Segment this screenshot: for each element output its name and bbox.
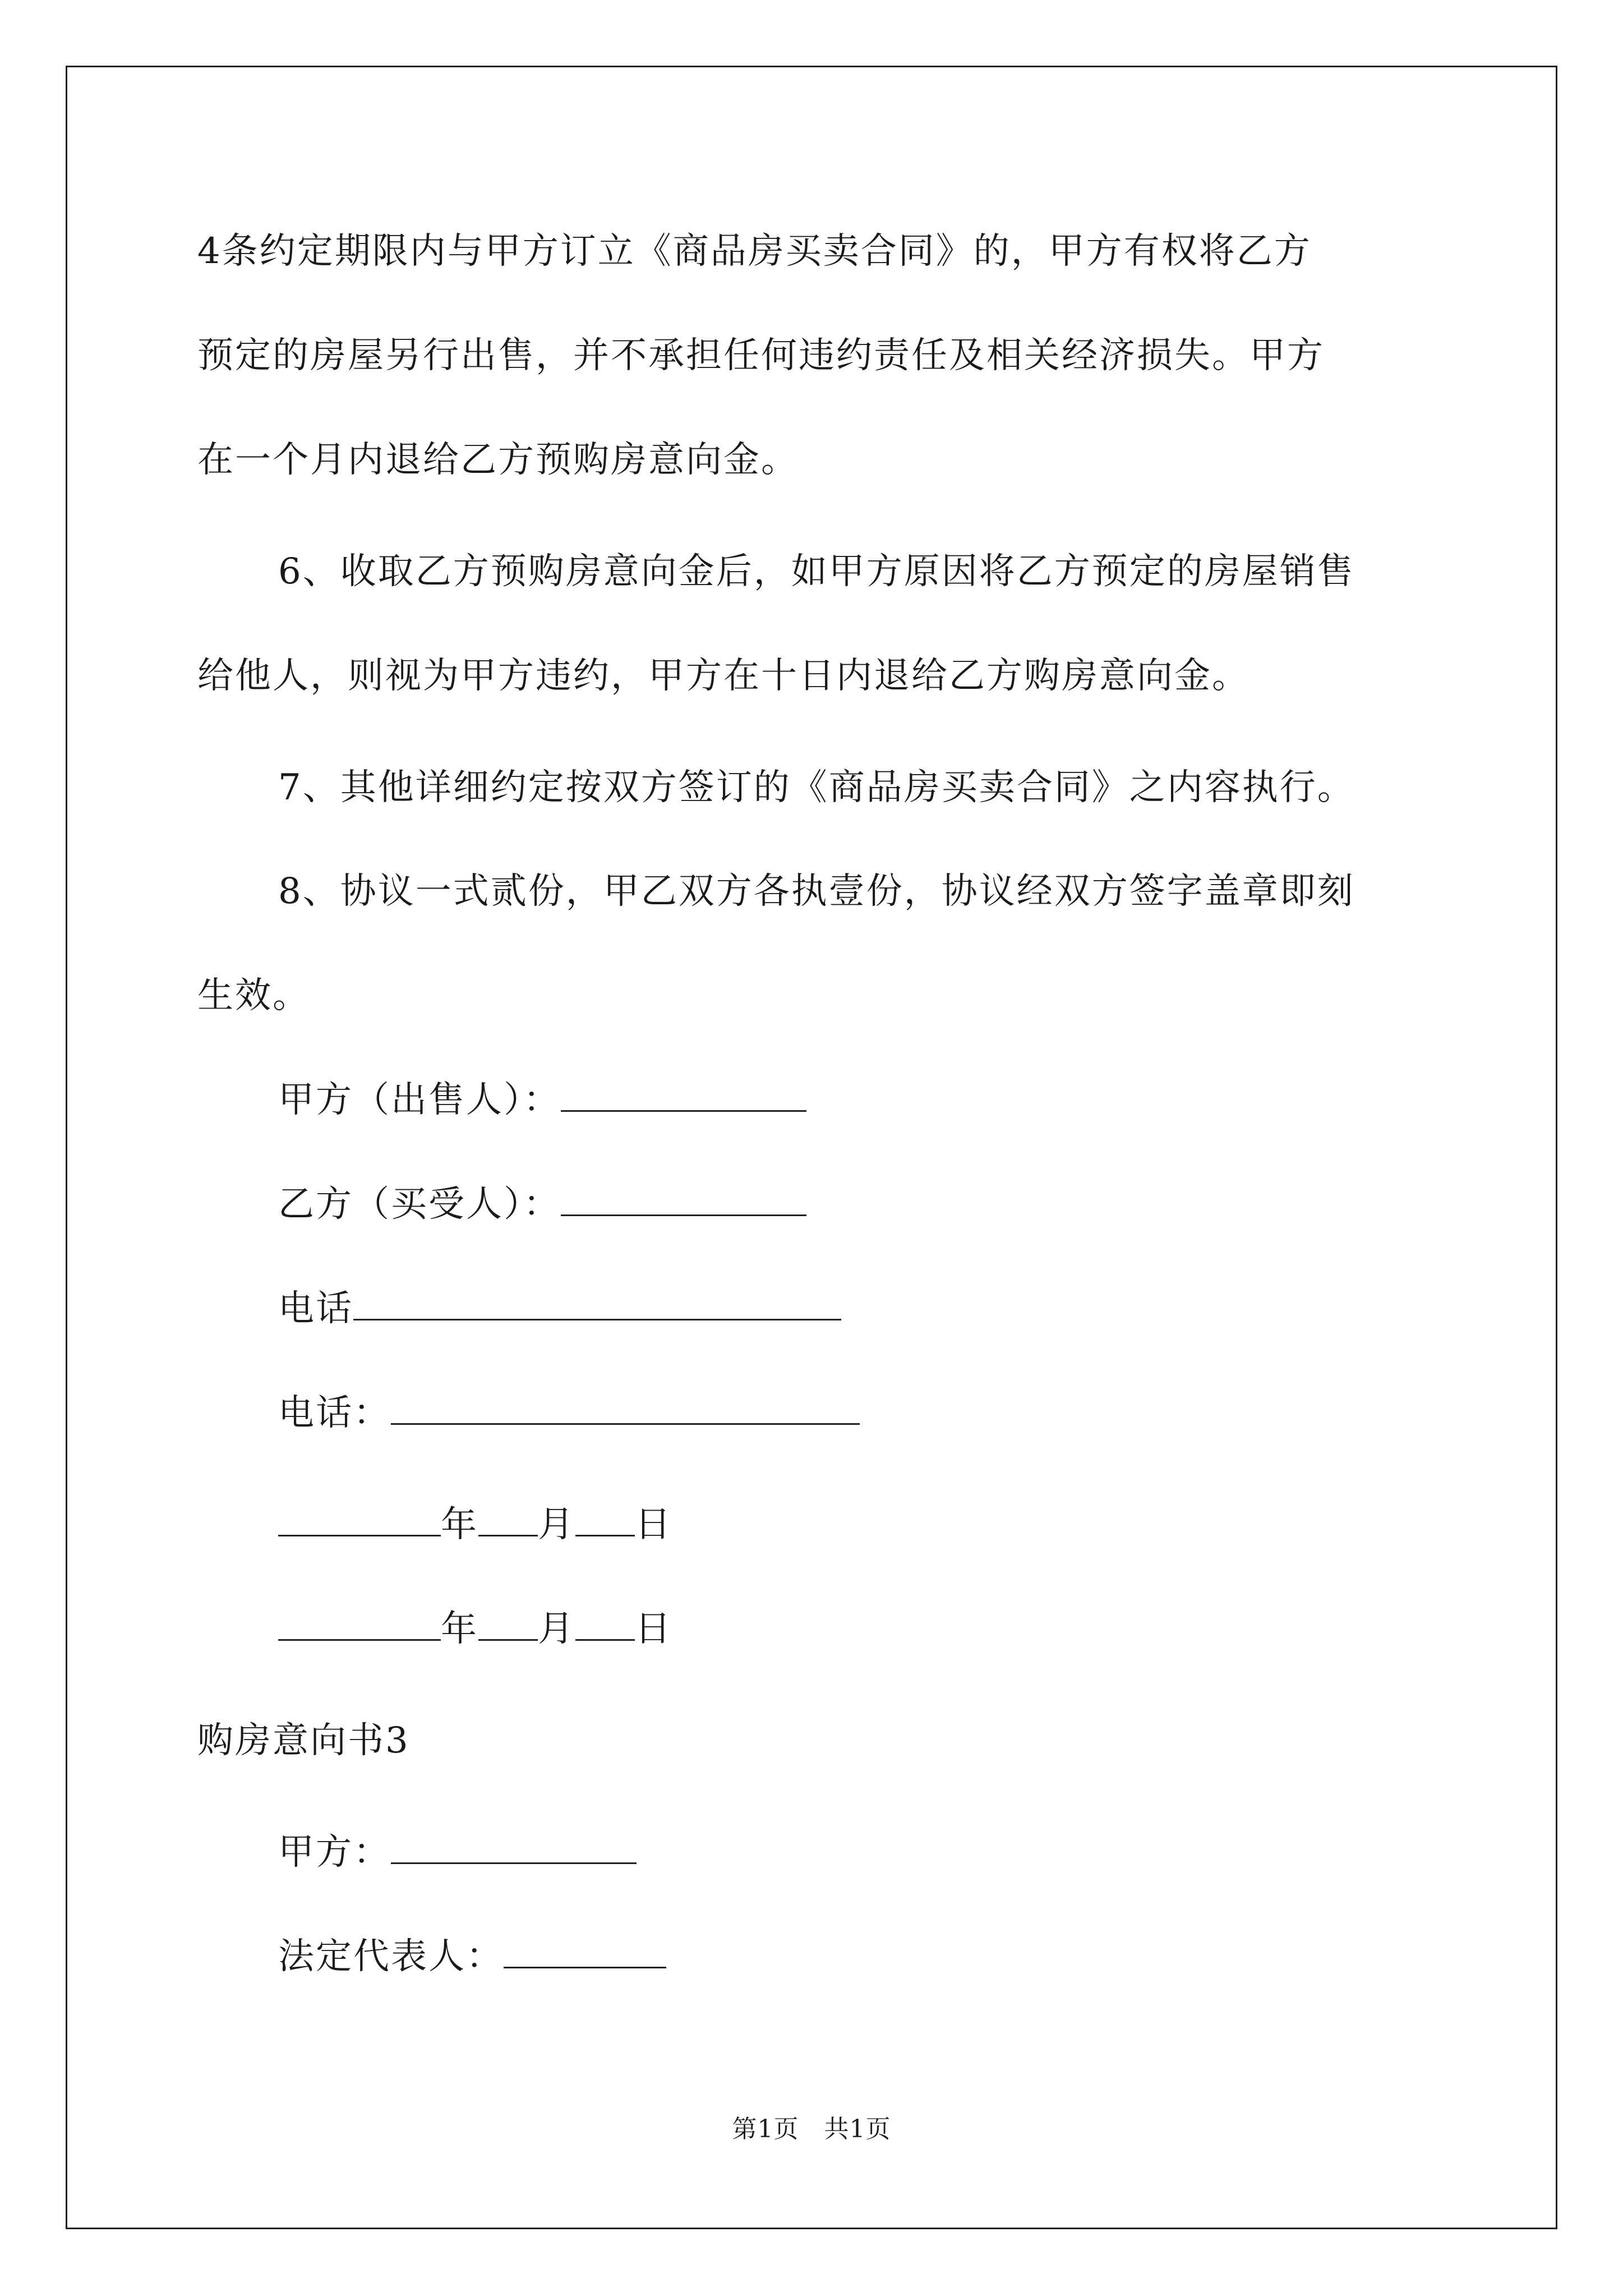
- year-label-2: 年: [441, 1608, 478, 1650]
- section-3-party-a-blank[interactable]: [391, 1831, 637, 1864]
- paragraph-5-line-3: 在一个月内退给乙方预购房意向金。: [197, 439, 799, 481]
- paragraph-5-line-2: 预定的房屋另行出售，并不承担任何违约责任及相关经济损失。甲方: [197, 335, 1325, 376]
- section-3-title: 购房意向书3: [197, 1720, 410, 1761]
- party-a-signature-line: [278, 1078, 806, 1122]
- section-3-party-a-line: [278, 1830, 637, 1875]
- month-blank-2[interactable]: [478, 1608, 538, 1641]
- section-3-party-a-label: 甲方：: [278, 1832, 391, 1873]
- month-label-1: 月: [538, 1504, 575, 1545]
- paragraph-6-line-2: 给他人，则视为甲方违约，甲方在十日内退给乙方购房意向金。: [197, 655, 1249, 697]
- party-b-signature-line: [278, 1182, 806, 1227]
- phone-line-2: [278, 1391, 860, 1435]
- year-label-1: 年: [441, 1504, 478, 1545]
- party-a-blank[interactable]: [561, 1079, 806, 1112]
- legal-representative-blank[interactable]: [504, 1935, 666, 1968]
- phone-line-1: [278, 1286, 841, 1331]
- day-blank-1[interactable]: [575, 1503, 635, 1536]
- party-a-label: 甲方（出售人）：: [278, 1079, 561, 1121]
- paragraph-6-line-1: 6、收取乙方预购房意向金后，如甲方原因将乙方预定的房屋销售: [278, 551, 1355, 592]
- party-b-label: 乙方（买受人）：: [278, 1184, 561, 1225]
- day-label-2: 日: [635, 1608, 672, 1650]
- legal-representative-line: [278, 1934, 666, 1979]
- day-blank-2[interactable]: [575, 1608, 635, 1641]
- year-blank-1[interactable]: [278, 1503, 441, 1536]
- page-number-total: 共1页: [824, 2115, 891, 2143]
- paragraph-7-line-1: 7、其他详细约定按双方签订的《商品房买卖合同》之内容执行。: [278, 767, 1355, 808]
- phone-blank-2[interactable]: [391, 1392, 860, 1425]
- phone-label-1: 电话: [278, 1288, 353, 1329]
- legal-representative-label: 法定代表人：: [278, 1936, 504, 1977]
- page-number-current: 第1页: [732, 2115, 799, 2143]
- month-blank-1[interactable]: [478, 1503, 538, 1536]
- date-line-2: [278, 1607, 672, 1651]
- day-label-1: 日: [635, 1504, 672, 1545]
- month-label-2: 月: [538, 1608, 575, 1650]
- year-blank-2[interactable]: [278, 1608, 441, 1641]
- paragraph-8-line-2: 生效。: [197, 975, 310, 1016]
- phone-label-2: 电话：: [278, 1392, 391, 1434]
- page-footer: [0, 2114, 1623, 2145]
- paragraph-8-line-1: 8、协议一式贰份，甲乙双方各执壹份，协议经双方签字盖章即刻: [278, 871, 1355, 912]
- phone-blank-1[interactable]: [353, 1287, 841, 1320]
- paragraph-5-line-1: 4条约定期限内与甲方订立《商品房买卖合同》的，甲方有权将乙方: [197, 231, 1312, 272]
- date-line-1: [278, 1502, 672, 1547]
- party-b-blank[interactable]: [561, 1183, 806, 1216]
